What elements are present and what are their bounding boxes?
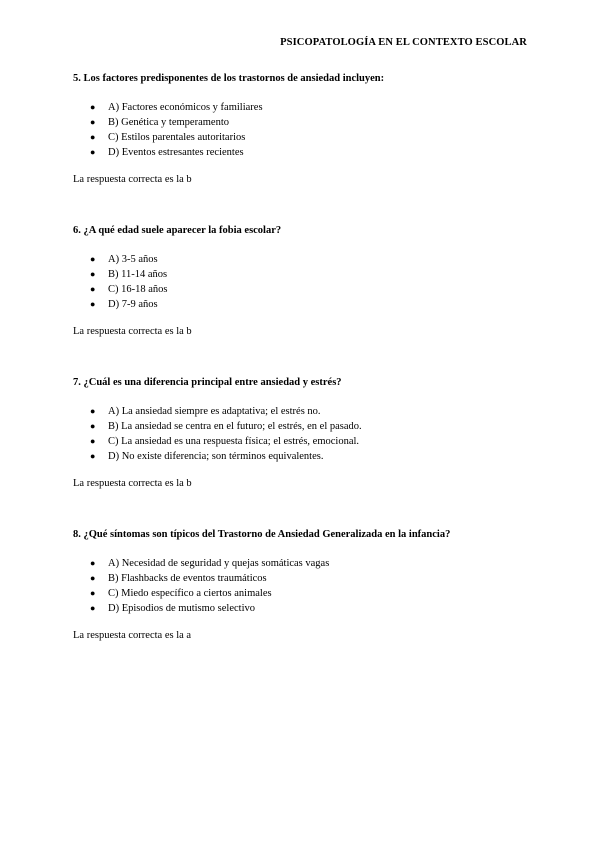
question-title: 8. ¿Qué síntomas son típicos del Trastorno de Ansiedad Generalizada en la infancia?	[73, 529, 451, 540]
bullet-icon: ●	[90, 436, 96, 446]
option-text: D) No existe diferencia; son términos equivalentes.	[108, 451, 324, 462]
option-item	[73, 282, 533, 297]
option-item	[73, 130, 533, 145]
options-list	[73, 100, 533, 160]
option-item	[73, 115, 533, 130]
option-item	[73, 601, 533, 616]
options-list	[73, 556, 533, 616]
option-item	[73, 434, 533, 449]
option-text: C) La ansiedad es una respuesta física; el estrés, emocional.	[108, 436, 360, 447]
bullet-icon: ●	[90, 117, 96, 127]
option-text: C) Estilos parentales autoritarios	[108, 132, 246, 143]
question-7	[73, 376, 533, 528]
option-item	[73, 252, 533, 267]
option-item	[73, 556, 533, 571]
option-text: C) Miedo específico a ciertos animales	[108, 588, 272, 599]
option-item	[73, 419, 533, 434]
question-title: 6. ¿A qué edad suele aparecer la fobia escolar?	[73, 225, 282, 236]
question-list	[73, 72, 533, 680]
bullet-icon: ●	[90, 588, 96, 598]
bullet-icon: ●	[90, 299, 96, 309]
bullet-icon: ●	[90, 254, 96, 264]
option-text: A) Necesidad de seguridad y quejas somáticas vagas	[108, 558, 330, 569]
option-text: B) Genética y temperamento	[108, 117, 229, 128]
bullet-icon: ●	[90, 406, 96, 416]
option-item	[73, 449, 533, 464]
option-item	[73, 297, 533, 312]
option-text: D) Episodios de mutismo selectivo	[108, 603, 255, 614]
option-text: B) 11-14 años	[108, 269, 168, 280]
option-text: D) Eventos estresantes recientes	[108, 147, 244, 158]
option-text: B) Flashbacks de eventos traumáticos	[108, 573, 267, 584]
bullet-icon: ●	[90, 132, 96, 142]
bullet-icon: ●	[90, 558, 96, 568]
bullet-icon: ●	[90, 284, 96, 294]
option-text: A) La ansiedad siempre es adaptativa; el estrés no.	[108, 406, 321, 417]
answer-text: La respuesta correcta es la b	[73, 174, 192, 185]
question-6	[73, 224, 533, 376]
bullet-icon: ●	[90, 421, 96, 431]
question-title: 5. Los factores predisponentes de los trastornos de ansiedad incluyen:	[73, 73, 385, 84]
bullet-icon: ●	[90, 147, 96, 157]
answer-text: La respuesta correcta es la b	[73, 326, 192, 337]
option-item	[73, 404, 533, 419]
option-text: D) 7-9 años	[108, 299, 158, 310]
bullet-icon: ●	[90, 102, 96, 112]
bullet-icon: ●	[90, 269, 96, 279]
option-item	[73, 571, 533, 586]
option-text: A) Factores económicos y familiares	[108, 102, 263, 113]
option-text: B) La ansiedad se centra en el futuro; el estrés, en el pasado.	[108, 421, 362, 432]
question-8	[73, 528, 533, 680]
option-item	[73, 145, 533, 160]
option-item	[73, 100, 533, 115]
option-text: A) 3-5 años	[108, 254, 158, 265]
bullet-icon: ●	[90, 451, 96, 461]
option-text: C) 16-18 años	[108, 284, 168, 295]
running-header: PSICOPATOLOGÍA EN EL CONTEXTO ESCOLAR	[280, 37, 527, 48]
question-title: 7. ¿Cuál es una diferencia principal entre ansiedad y estrés?	[73, 377, 342, 388]
question-5	[73, 72, 533, 224]
answer-text: La respuesta correcta es la b	[73, 478, 192, 489]
answer-text: La respuesta correcta es la a	[73, 630, 192, 641]
bullet-icon: ●	[90, 573, 96, 583]
options-list	[73, 252, 533, 312]
option-item	[73, 586, 533, 601]
option-item	[73, 267, 533, 282]
bullet-icon: ●	[90, 603, 96, 613]
options-list	[73, 404, 533, 464]
